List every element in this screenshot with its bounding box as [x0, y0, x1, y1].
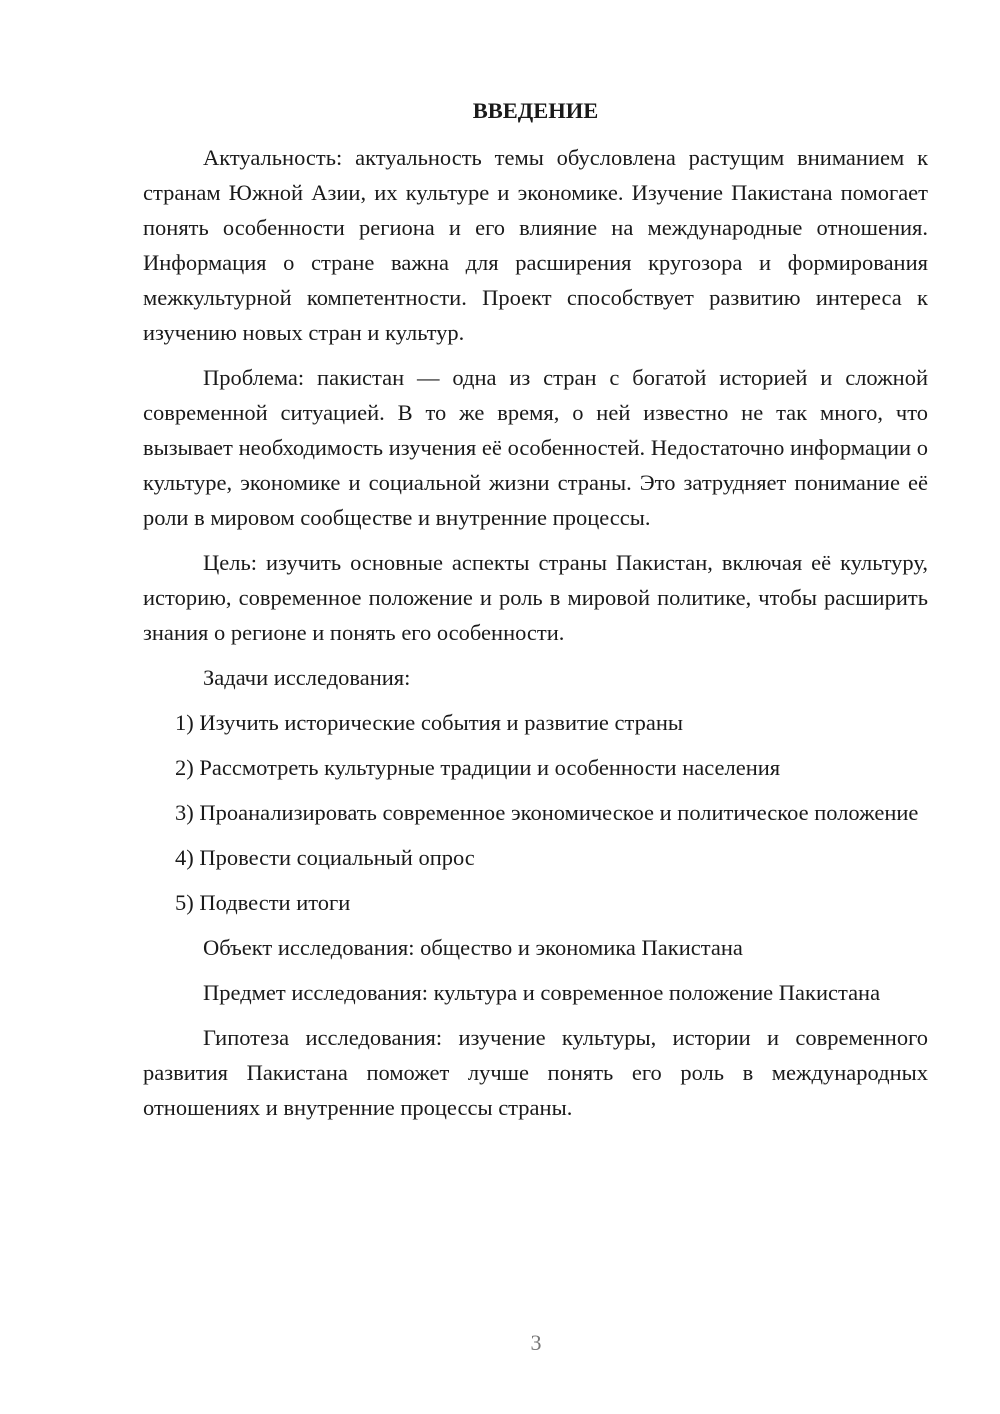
- task-item: 5) Подвести итоги: [175, 890, 351, 915]
- page-number: 3: [530, 1330, 542, 1355]
- task-item: 4) Провести социальный опрос: [175, 845, 475, 870]
- document-page: [143, 93, 928, 1135]
- section-heading: ВВЕДЕНИЕ: [472, 98, 599, 123]
- relevance-paragraph: Актуальность: актуальность темы обусловлена растущим вниманием к странам Южной Азии, их культуре и экономике. Изучение Пакистана помогает понять особенности региона и его влияние на международные отношения. Информация о стране важна для расширения кругозора и формирования межкультурной компетентности. Проект способствует развитию интереса к изучению новых стран и культур.: [143, 145, 928, 345]
- object-paragraph: Объект исследования: общество и экономика Пакистана: [203, 935, 743, 960]
- task-item: 2) Рассмотреть культурные традиции и особенности населения: [175, 755, 781, 780]
- problem-paragraph: Проблема: пакистан — одна из стран с богатой историей и сложной современной ситуацией. В то же время, о ней известно не так много, что вызывает необходимость изучения её особенностей. Недостаточно информации о культуре, экономике и социальной жизни страны. Это затрудняет понимание её роли в мировом сообществе и внутренние процессы.: [143, 365, 928, 530]
- goal-paragraph: Цель: изучить основные аспекты страны Пакистан, включая её культуру, историю, современное положение и роль в мировой политике, чтобы расширить знания о регионе и понять его особенности.: [143, 550, 928, 645]
- task-item: 1) Изучить исторические события и развитие страны: [175, 710, 683, 735]
- subject-paragraph: Предмет исследования: культура и современное положение Пакистана: [203, 980, 881, 1005]
- tasks-intro: Задачи исследования:: [203, 665, 411, 690]
- task-item: 3) Проанализировать современное экономическое и политическое положение: [175, 800, 919, 825]
- hypothesis-paragraph: Гипотеза исследования: изучение культуры, истории и современного развития Пакистана поможет лучше понять его роль в международных отношениях и внутренние процессы страны.: [143, 1025, 928, 1120]
